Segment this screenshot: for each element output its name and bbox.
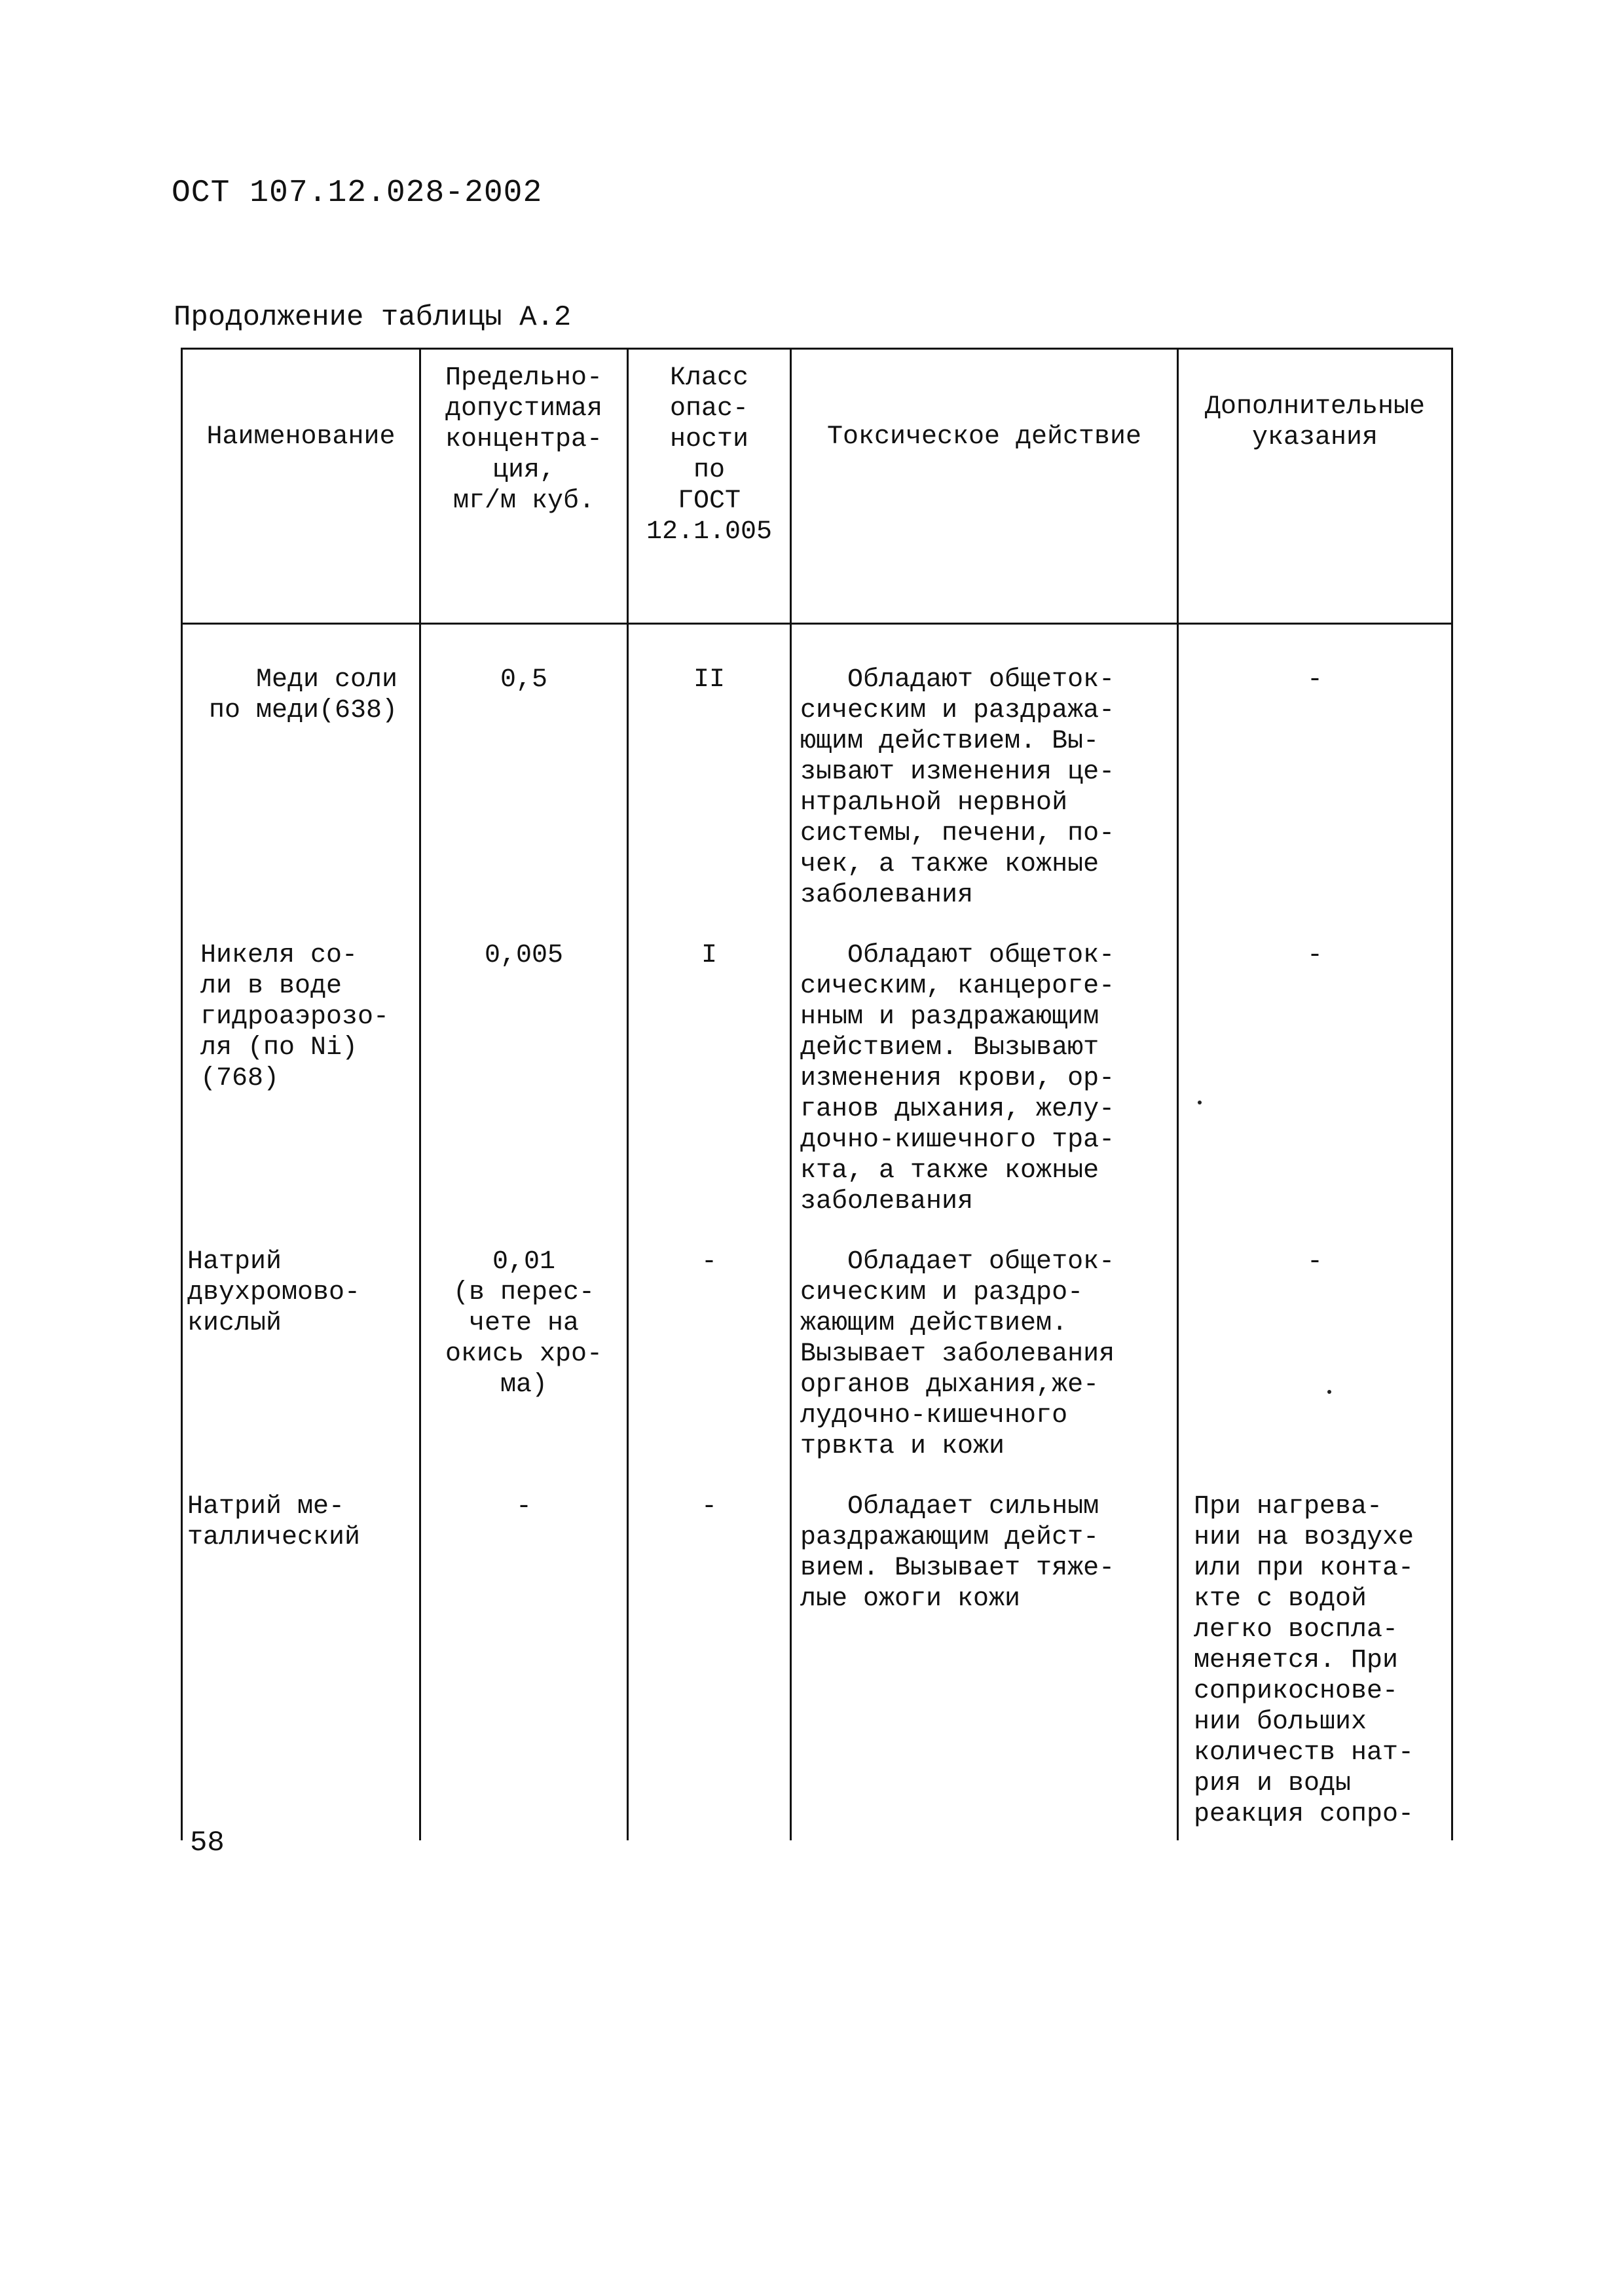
header-mpc: Предельно- допустимая концентра- ция, мг/м куб. (445, 363, 603, 516)
row-4-hazard-class: - (701, 1492, 717, 1522)
row-4-notes: При нагрева- нии на воздухе или при конта- кте с водой легко воспла- меняется. При соприкоснове- нии больших количеств нат- рия и воды реакция сопро- (1194, 1492, 1414, 1829)
hazard-table (181, 348, 1453, 1840)
row-2-name: Никеля со- ли в воде гидроаэрозо- ля (по Ni) (768) (200, 941, 390, 1093)
row-1-hazard-class: II (693, 665, 725, 695)
row-3-hazard-class: - (701, 1247, 717, 1277)
column-border-2 (627, 348, 629, 1840)
row-4-toxic-effect: Обладает сильным раздражающим дейст- вием. Вызывает тяже- лые ожоги кожи (800, 1492, 1115, 1614)
column-border-1 (419, 348, 421, 1840)
page-number: 58 (190, 1827, 225, 1859)
row-2-mpc: 0,005 (484, 941, 564, 970)
row-1-notes: - (1306, 665, 1323, 695)
header-bottom-border (181, 623, 1453, 625)
header-toxic-effect: Токсическое действие (826, 422, 1142, 452)
row-3-mpc: 0,01 (в перес- чете на окись хро- ма) (445, 1247, 603, 1400)
row-1-toxic-effect: Обладают общеток- сическим и раздража- ющим действием. Вы- зывают изменения це- нтральной нервной системы, печени, по- чек, а также кожные заболевания (800, 665, 1115, 910)
row-3-name: Натрий двухромово- кислый (187, 1247, 361, 1338)
row-4-name: Натрий ме- таллический (187, 1492, 361, 1552)
scan-speck (1327, 1390, 1331, 1394)
column-border-5 (1451, 348, 1453, 1840)
table-top-border (181, 348, 1453, 350)
row-1-name: Меди соли по меди(638) (208, 665, 397, 725)
row-3-notes: - (1306, 1247, 1323, 1277)
row-2-notes: - (1306, 941, 1323, 970)
row-2-hazard-class: I (701, 941, 717, 970)
header-name: Наименование (206, 422, 396, 452)
column-border-3 (790, 348, 792, 1840)
row-1-mpc: 0,5 (500, 665, 547, 695)
column-border-0 (181, 348, 183, 1840)
header-notes: Дополнительные указания (1204, 392, 1426, 452)
row-4-mpc: - (515, 1492, 532, 1522)
table-caption: Продолжение таблицы А.2 (174, 301, 572, 334)
column-border-4 (1177, 348, 1179, 1840)
header-hazard-class: Класс опас- ности по ГОСТ 12.1.005 (646, 363, 773, 547)
document-code: ОСТ 107.12.028-2002 (172, 175, 543, 211)
row-2-toxic-effect: Обладают общеток- сическим, канцероге- нным и раздражающим действием. Вызывают изменения крови, ор- ганов дыхания, желу- дочно-кишечного тра- кта, а также кожные заболевания (800, 941, 1115, 1216)
row-3-toxic-effect: Обладает общеток- сическим и раздро- жающим действием. Вызывает заболевания органов дыхания,же- лудочно-кишечного трвкта и кожи (800, 1247, 1115, 1461)
scan-speck (1198, 1101, 1202, 1104)
